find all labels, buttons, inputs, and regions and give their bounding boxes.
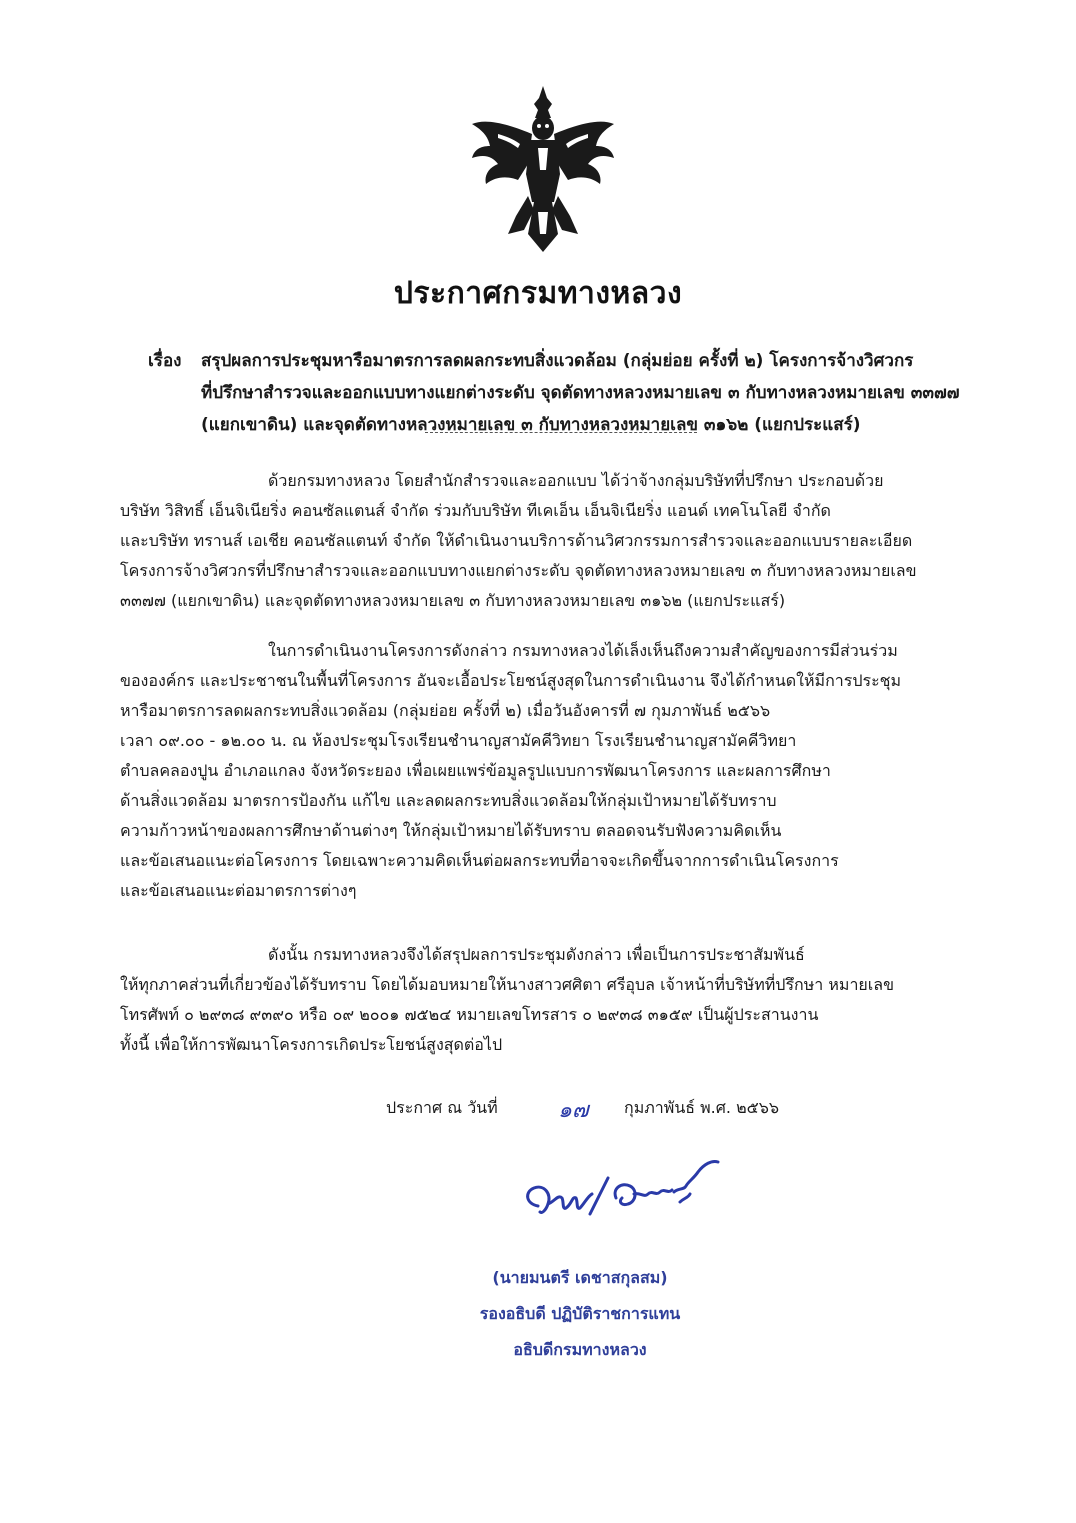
subject-label: เรื่อง [148,351,182,371]
paragraph-line: ตำบลคลองปูน อำเภอแกลง จังหวัดระยอง เพื่อเผยแพร่ข้อมูลรูปแบบการพัฒนาโครงการ และผลการศึกษา [120,761,831,780]
paragraph-line: ทั้งนี้ เพื่อให้การพัฒนาโครงการเกิดประโยชน์สูงสุดต่อไป [120,1035,503,1054]
date-month-year: กุมภาพันธ์ พ.ศ. ๒๕๖๖ [624,1098,780,1117]
document-title: ประกาศกรมทางหลวง [393,276,683,311]
paragraph-line: ด้านสิ่งแวดล้อม มาตรการป้องกัน แก้ไข และลดผลกระทบสิ่งแวดล้อมให้กลุ่มเป้าหมายได้รับทราบ [120,791,777,810]
paragraph-line: โทรศัพท์ ๐ ๒๙๓๘ ๙๓๙๐ หรือ ๐๙ ๒๐๐๑ ๗๕๒๔ หมายเลขโทรสาร ๐ ๒๙๓๘ ๓๑๕๙ เป็นผู้ประสานงาน [120,1005,819,1024]
body-paragraph-2 [120,636,970,906]
handwritten-day: ๑๗ [558,1098,589,1123]
subject-line: ที่ปรึกษาสำรวจและออกแบบทางแยกต่างระดับ จุดตัดทางหลวงหมายเลข ๓ กับทางหลวงหมายเลข ๓๓๗๗ [201,383,960,403]
paragraph-line: บริษัท วิสิทธิ์ เอ็นจิเนียริ่ง คอนซัลแตนส์ จำกัด ร่วมกับบริษัท ทีเคเอ็น เอ็นจิเนียริ่ง แอนด์ เทคโนโลยี จำกัด [120,501,831,520]
announcement-date [386,1092,846,1128]
date-label: ประกาศ ณ วันที่ [386,1098,498,1117]
body-paragraph-1 [120,466,970,616]
paragraph-line: โครงการจ้างวิศวกรที่ปรึกษาสำรวจและออกแบบทางแยกต่างระดับ จุดตัดทางหลวงหมายเลข ๓ กับทางหลวงหมายเลข [120,561,917,580]
subject-line: (แยกเขาดิน) และจุดตัดทางหลวงหมายเลข ๓ กับทางหลวงหมายเลข ๓๑๖๒ (แยกประแสร์) [201,415,861,435]
signature-icon [518,1158,733,1238]
paragraph-line: ๓๓๗๗ (แยกเขาดิน) และจุดตัดทางหลวงหมายเลข ๓ กับทางหลวงหมายเลข ๓๑๖๒ (แยกประแสร์) [120,591,786,610]
paragraph-line: และบริษัท ทรานส์ เอเชีย คอนซัลแตนท์ จำกัด ให้ดำเนินงานบริการด้านวิศวกรรมการสำรวจและออกแบบรายละเอียด [120,531,913,550]
paragraph-line: เวลา ๐๙.๐๐ - ๑๒.๐๐ น. ณ ห้องประชุมโรงเรียนชำนาญสามัคคีวิทยา โรงเรียนชำนาญสามัคคีวิทยา [120,731,797,750]
paragraph-line: หารือมาตรการลดผลกระทบสิ่งแวดล้อม (กลุ่มย่อย ครั้งที่ ๒) เมื่อวันอังคารที่ ๗ กุมภาพันธ์ ๒๕๖๖ [120,701,771,720]
paragraph-line: ในการดำเนินงานโครงการดังกล่าว กรมทางหลวงได้เล็งเห็นถึงความสำคัญของการมีส่วนร่วม [268,641,898,660]
paragraph-line: และข้อเสนอแนะต่อโครงการ โดยเฉพาะความคิดเห็นต่อผลกระทบที่อาจจะเกิดขึ้นจากการดำเนินโครงการ [120,851,839,870]
signer-department: อธิบดีกรมทางหลวง [513,1340,647,1359]
paragraph-line: ดังนั้น กรมทางหลวงจึงได้สรุปผลการประชุมดังกล่าว เพื่อเป็นการประชาสัมพันธ์ [268,945,805,964]
subject-line: สรุปผลการประชุมหารือมาตรการลดผลกระทบสิ่งแวดล้อม (กลุ่มย่อย ครั้งที่ ๒) โครงการจ้างวิศวกร [201,351,914,371]
subject-text [201,345,991,441]
paragraph-line: ความก้าวหน้าของผลการศึกษาด้านต่างๆ ให้กลุ่มเป้าหมายได้รับทราบ ตลอดจนรับฟังความคิดเห็น [120,821,782,840]
paragraph-line: ขององค์กร และประชาชนในพื้นที่โครงการ อันจะเอื้อประโยชน์สูงสุดในการดำเนินงาน จึงได้กำหนดให้มีการประชุม [120,671,902,690]
garuda-emblem-icon [468,84,618,256]
paragraph-line: และข้อเสนอแนะต่อมาตรการต่างๆ [120,881,357,900]
signer-name: (นายมนตรี เดชาสกุลสม) [492,1268,668,1287]
body-paragraph-3 [120,940,970,1060]
paragraph-line: ด้วยกรมทางหลวง โดยสำนักสำรวจและออกแบบ ได้ว่าจ้างกลุ่มบริษัทที่ปรึกษา ประกอบด้วย [268,471,884,490]
signer-position: รองอธิบดี ปฏิบัติราชการแทน [479,1304,681,1323]
signer-block [430,1260,730,1368]
separator-line [425,432,697,433]
paragraph-line: ให้ทุกภาคส่วนที่เกี่ยวข้องได้รับทราบ โดยได้มอบหมายให้นางสาวศศิตา ศรีอุบล เจ้าหน้าที่บริษัทที่ปรึกษา หมายเลข [120,975,895,994]
